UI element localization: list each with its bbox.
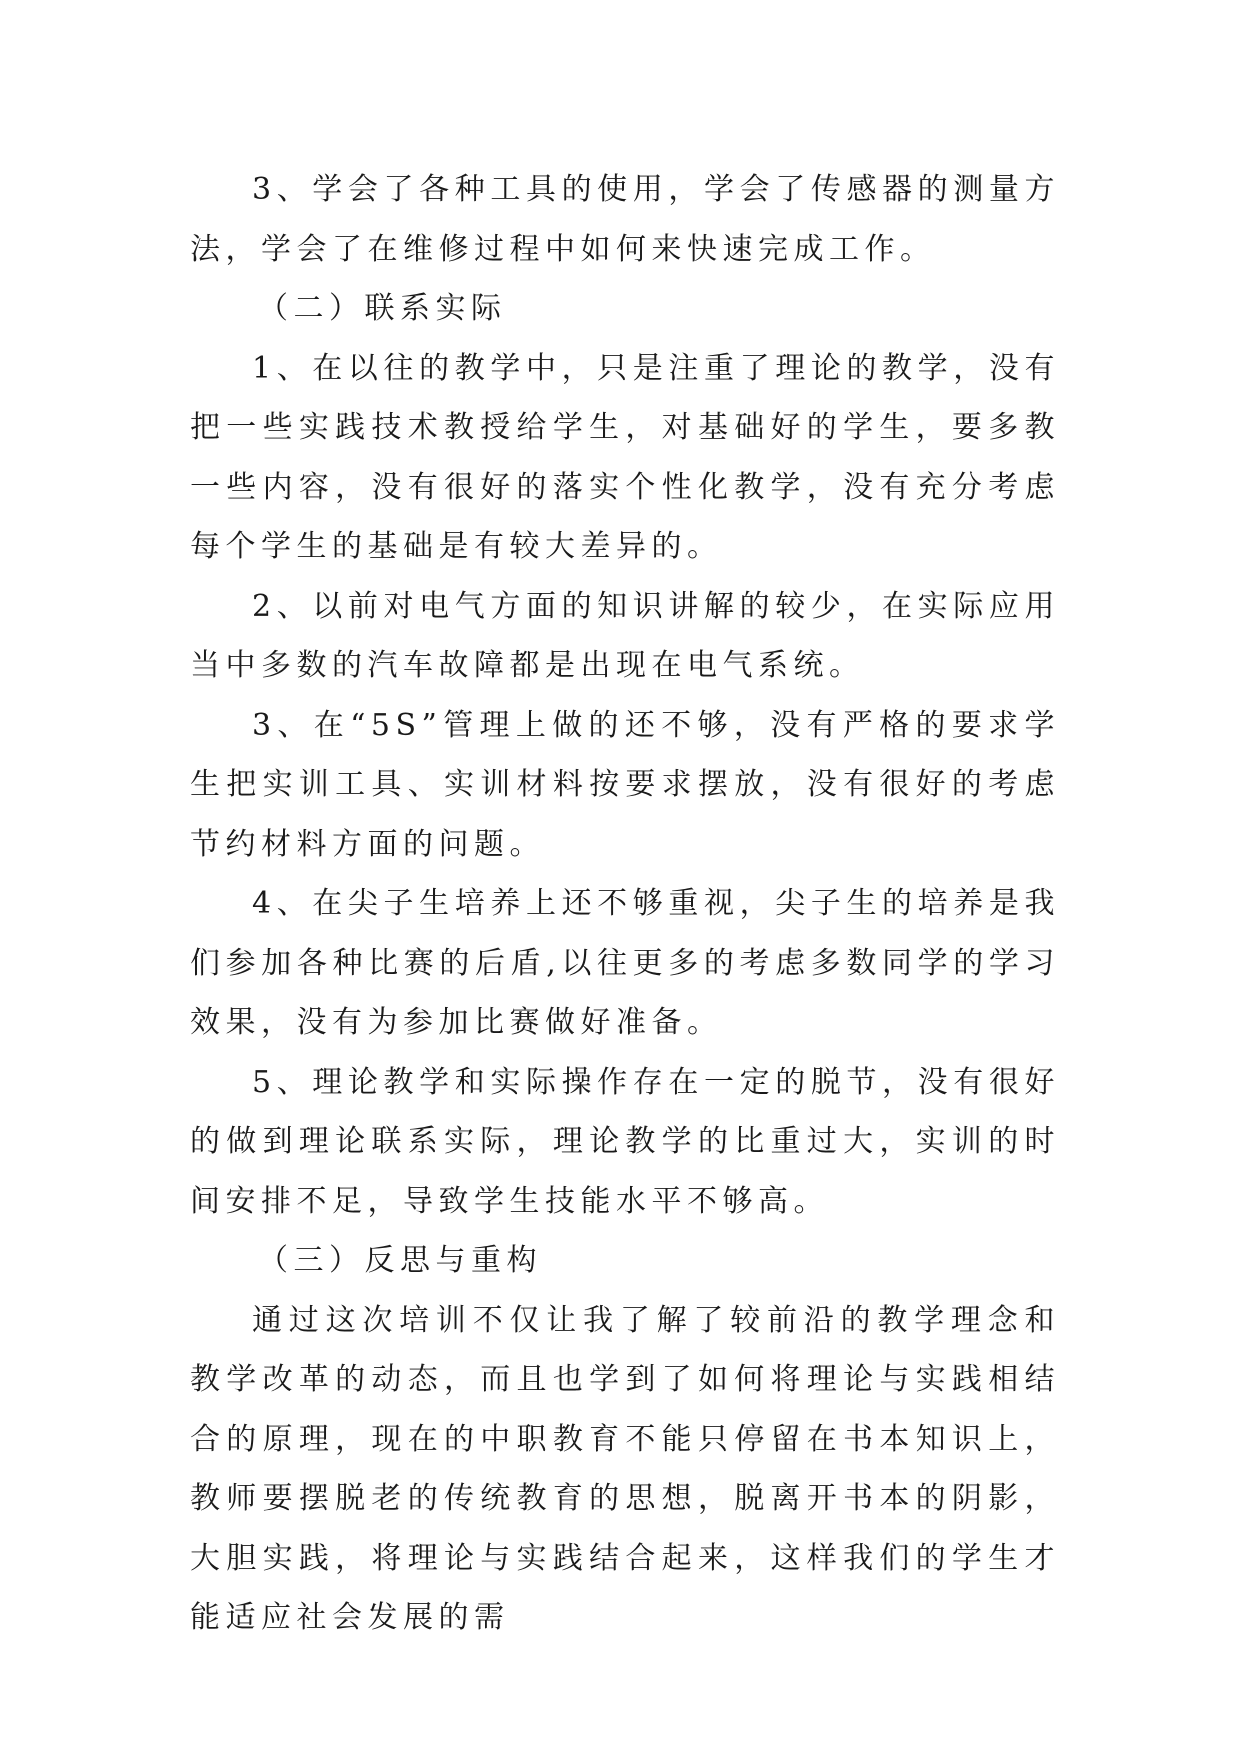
- paragraph-theory-practice: 5、理论教学和实际操作存在一定的脱节，没有很好的做到理论联系实际，理论教学的比重过大，实训的时间安排不足，导致学生技能水平不够高。: [190, 1064, 1060, 1219]
- document-body: [190, 160, 1060, 1648]
- section-heading-reflection: （三）反思与重构: [258, 1243, 542, 1278]
- paragraph-top-students: 4、在尖子生培养上还不够重视，尖子生的培养是我们参加各种比赛的后盾,以往更多的考虑多数同学的学习效果，没有为参加比赛做好准备。: [190, 886, 1060, 1040]
- paragraph-teaching: 1、在以往的教学中，只是注重了理论的教学，没有把一些实践技术教授给学生，对基础好的学生，要多教一些内容，没有很好的落实个性化教学，没有充分考虑每个学生的基础是有较大差异的。: [190, 350, 1060, 564]
- paragraph-5s: 3、在“5S”管理上做的还不够，没有严格的要求学生把实训工具、实训材料按要求摆放，没有很好的考虑节约材料方面的问题。: [190, 707, 1060, 862]
- section-heading-practice: （二）联系实际: [258, 291, 507, 326]
- paragraph-tools: 3、学会了各种工具的使用，学会了传感器的测量方法，学会了在维修过程中如何来快速完成工作。: [190, 172, 1060, 267]
- paragraph-training: 通过这次培训不仅让我了解了较前沿的教学理念和教学改革的动态，而且也学到了如何将理论与实践相结合的原理，现在的中职教育不能只停留在书本知识上，教师要摆脱老的传统教育的思想，脱离开书本的阴影，大胆实践，将理论与实践结合起来，这样我们的学生才能适应社会发展的需: [190, 1302, 1060, 1635]
- paragraph-electrical: 2、以前对电气方面的知识讲解的较少，在实际应用当中多数的汽车故障都是出现在电气系统。: [190, 588, 1060, 683]
